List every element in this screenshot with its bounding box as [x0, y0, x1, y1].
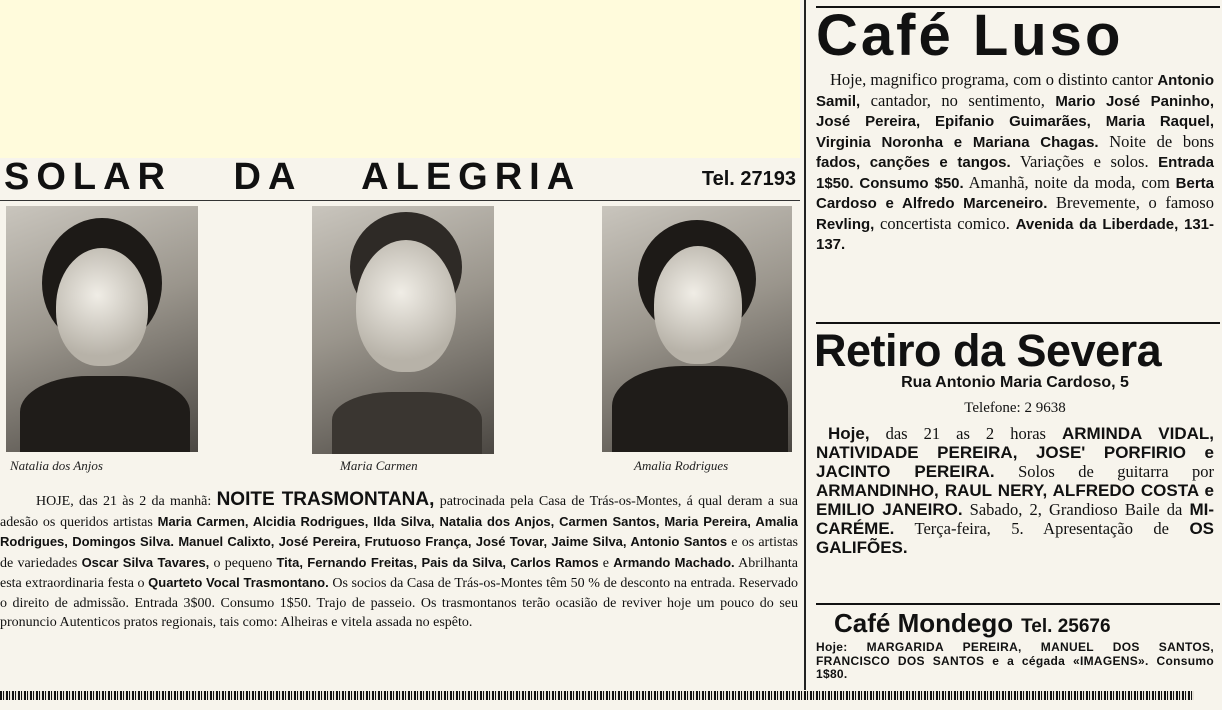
- cafe-mondego-telephone: Tel. 25676: [1021, 616, 1111, 637]
- text-run: Terça-feira, 5. Apresentação de: [894, 519, 1190, 538]
- text-run: e os artistas de variedades: [0, 535, 798, 571]
- text-run: NOITE TRASMONTANA,: [216, 489, 435, 510]
- text-run: Solos de guitarra por: [994, 462, 1214, 481]
- text-run: fados, canções e tangos.: [816, 154, 1011, 171]
- text-run: Amanhã, noite da moda, com: [963, 172, 1176, 192]
- text-run: Maria Carmen, Alcidia Rodrigues, Ilda Silva, Natalia dos Anjos, Carmen Santos, Maria Pereira, Amalia Rodrigues, Domingos Silva. Manuel Calixto, José Pereira, Frutuoso França, José Tovar, Jaime Silva, Antonio Santos: [0, 513, 798, 549]
- text-run: concertista comico.: [874, 213, 1016, 233]
- text-run: ARMINDA VIDAL, NATIVIDADE PEREIRA, JOSE' PORFIRIO e JACINTO PEREIRA.: [816, 424, 1214, 481]
- retiro-address: Rua Antonio Maria Cardoso, 5: [901, 374, 1129, 391]
- text-run: Noite de bons: [1098, 131, 1214, 151]
- photo-caption: Natalia dos Anjos: [10, 458, 103, 473]
- text-run: Avenida da Liberdade, 131-137.: [816, 215, 1214, 253]
- text-run: das 21 as 2 horas: [869, 424, 1062, 443]
- text-run: Variações e solos.: [1010, 152, 1159, 171]
- text-run: Sabado, 2, Grandioso Baile da: [962, 500, 1190, 519]
- cafe-mondego-title: Café Mondego: [834, 608, 1014, 638]
- text-run: ARMANDINHO, RAUL NERY, ALFREDO COSTA e EMILIO JANEIRO.: [816, 481, 1214, 519]
- text-run: Revling,: [816, 215, 875, 233]
- text-run: Hoje,: [828, 424, 870, 443]
- right-column-ads: [804, 0, 1220, 690]
- photo-caption: Amalia Rodrigues: [634, 458, 729, 473]
- divider-rule: [816, 603, 1220, 605]
- cafe-luso-title: Café Luso: [816, 3, 1124, 68]
- text-run: Entrada 1$50. Consumo $50.: [816, 154, 1215, 192]
- text-run: patrocinada pela Casa de Trás-os-Montes, á qual deram a sua adesão os queridos artistas: [0, 494, 798, 530]
- photo-natalia-dos-anjos: [6, 206, 198, 452]
- photo-amalia-rodrigues: [602, 206, 792, 452]
- blank-area: [0, 0, 800, 158]
- cafe-mondego-header: [834, 608, 1111, 639]
- text-run: Abrilhanta esta extraordinaria festa o: [0, 555, 798, 591]
- text-run: Mario José Paninho, José Pereira, Epifanio Guimarães, Maria Raquel, Virginia Noronha e Mariana Chagas.: [816, 92, 1214, 151]
- text-run: Armando Machado.: [613, 554, 735, 570]
- photo-caption: Maria Carmen: [340, 458, 418, 473]
- solar-title: SOLAR DA ALEGRIA: [4, 156, 582, 198]
- photo-maria-carmen: [312, 206, 494, 454]
- text-run: Antonio Samil,: [816, 72, 1214, 110]
- text-run: Os socios da Casa de Trás-os-Montes têm 50 % de desconto na entrada. Reservado o direito de admissão. Entrada 3$00. Consumo 1$50. Trajo de passeio. Os trasmontanos terão ocasião de reviver hoje um pouco do seu pronuncio Autenticos pratos regionais, tais como: Alheiras e vitela assada no espêto.: [0, 576, 798, 630]
- solar-body-text: [0, 490, 798, 633]
- text-run: Quarteto Vocal Trasmontano.: [148, 575, 329, 590]
- retiro-text: [816, 424, 1214, 557]
- solar-da-alegria-ad: [0, 158, 802, 688]
- retiro-telephone: Telefone: 2 9638: [964, 400, 1066, 416]
- solar-telephone: Tel. 27193: [701, 168, 796, 190]
- text-run: Berta Cardoso e Alfredo Marceneiro.: [816, 174, 1215, 212]
- cafe-mondego-text: Hoje: MARGARIDA PEREIRA, MANUEL DOS SANTOS, FRANCISCO DOS SANTOS e a cégada «IMAGENS». Consumo 1$80.: [816, 640, 1214, 681]
- text-run: o pequeno: [209, 555, 277, 571]
- retiro-da-severa-title: Retiro da Severa: [814, 325, 1162, 376]
- text-run: Oscar Silva Tavares,: [81, 554, 210, 570]
- text-run: e: [598, 555, 614, 571]
- text-run: Tita, Fernando Freitas, Pais da Silva, Carlos Ramos: [276, 554, 599, 570]
- text-run: OS GALIFÕES.: [816, 519, 1214, 557]
- text-run: MI-CARÉME.: [816, 500, 1214, 538]
- text-run: HOJE, das 21 às 2 da manhã:: [36, 494, 217, 509]
- cafe-luso-text: [816, 70, 1214, 255]
- text-run: Brevemente, o famoso: [1047, 193, 1214, 212]
- page-edge-border: [0, 691, 1194, 700]
- text-run: Hoje, magnifico programa, com o distinto cantor: [830, 70, 1158, 89]
- solar-header: [0, 158, 800, 201]
- divider-rule: [816, 322, 1220, 324]
- text-run: cantador, no sentimento,: [860, 90, 1056, 110]
